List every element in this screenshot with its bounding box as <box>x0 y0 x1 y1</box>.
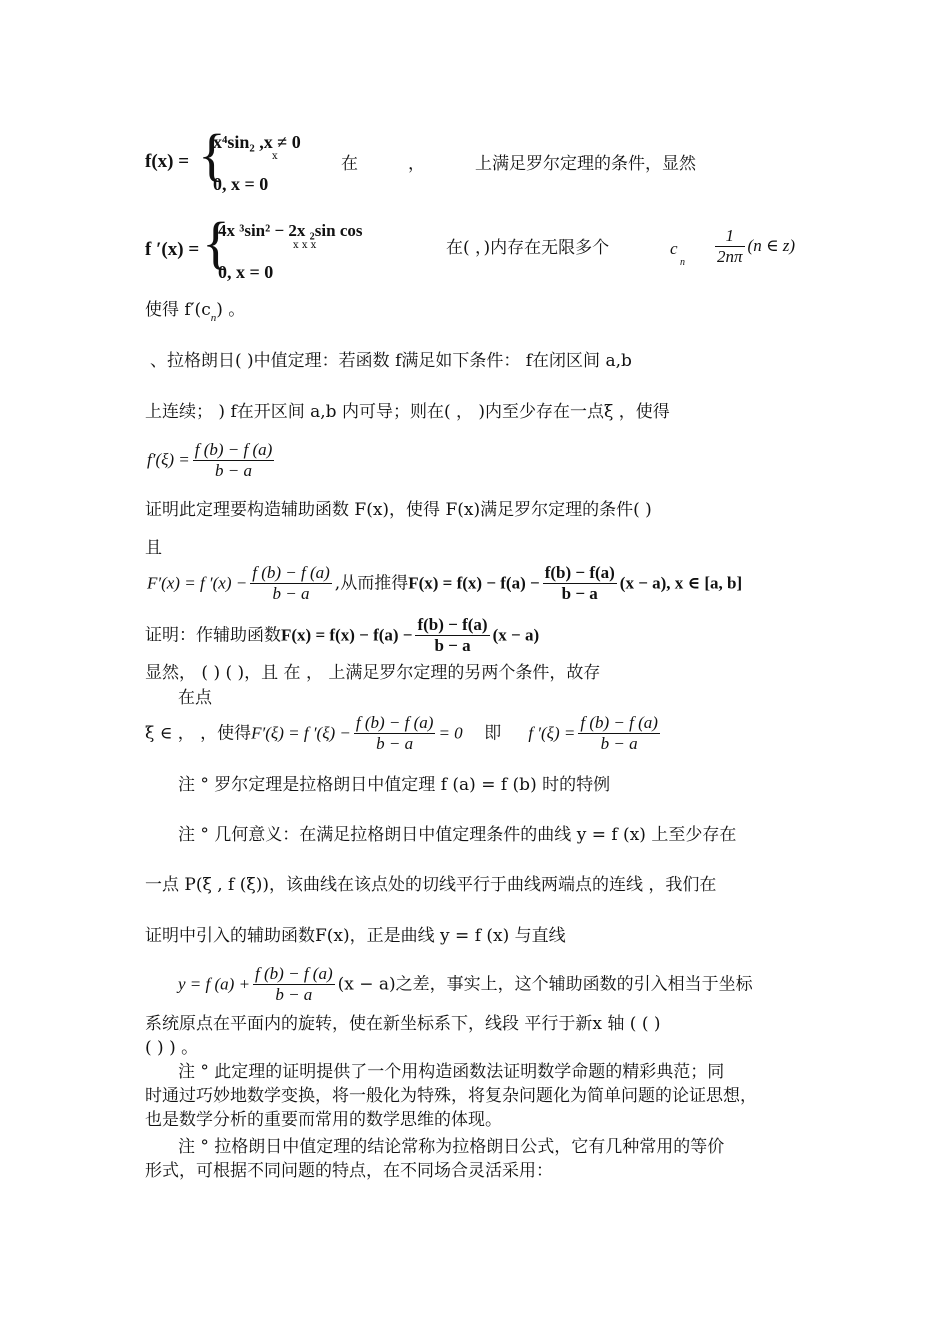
note2-line4-num: f (b) − f (a) <box>253 964 335 985</box>
eq2-cn: c <box>670 239 678 258</box>
note3-line3: 也是数学分析的重要而常用的数学思维的体现。 <box>145 1110 502 1130</box>
eq12-den: b − a <box>376 734 414 754</box>
eq10 <box>145 615 539 657</box>
eq6-den: b − a <box>215 461 253 481</box>
note3-line2: 时通过巧妙地数学变换，将一般化为特殊，将复杂问题化为简单问题的论证思想， <box>145 1086 757 1106</box>
note2-line4-lhs: y = f (a) + <box>178 974 251 994</box>
line3-text: 使得 f′(c <box>145 300 211 320</box>
eq1-case1: x⁴sin₂ ,x ≠ 0 <box>213 132 301 152</box>
eq1-case1-tiny: x <box>272 151 278 162</box>
line3 <box>145 300 246 324</box>
eq12-ji: 即 <box>484 723 502 744</box>
eq9-rhs-den: b − a <box>561 584 598 604</box>
eq12-num2: f (b) − f (a) <box>578 713 660 734</box>
eq2-frac-num: 1 <box>715 226 745 247</box>
note2-line2: 一点 P(ξ , f (ξ))，该曲线在该点处的切线平行于曲线两端点的连线 ，我们在 <box>145 875 717 895</box>
eq9-lhs: F′(x) = f ′(x) − <box>147 573 248 593</box>
eq1-case2: 0, x = 0 <box>213 174 269 194</box>
eq12 <box>145 713 663 755</box>
eq12-lhs2: f ′(ξ) = <box>528 723 576 743</box>
eq9-mid: ,从而推得 <box>334 573 409 594</box>
eq6-num: f (b) − f (a) <box>193 440 275 461</box>
eq1-lhs: f(x) = <box>145 151 190 172</box>
eq2-cn-sub: n <box>680 257 685 268</box>
eq9-rhs-lhs: F(x) = f(x) − f(a) − <box>408 573 540 593</box>
eq2-tail: 在( ，)内存在无限多个 <box>446 238 610 258</box>
eq9-den: b − a <box>272 584 310 604</box>
note2-line6: ( ) ) 。 <box>145 1038 199 1058</box>
eq10-num: f(b) − f(a) <box>415 615 489 636</box>
line4: 、拉格朗日( )中值定理：若函数 f满足如下条件： f在闭区间 a,b <box>150 351 632 371</box>
eq2-case1: 4x ³sin² − 2x ₂sin cos <box>218 221 363 240</box>
eq12-den2: b − a <box>600 734 638 754</box>
eq2-case2: 0, x = 0 <box>218 262 274 282</box>
line11: 显然， ( ) ( )，且 在 ， 上满足罗尔定理的另两个条件，故存 <box>145 663 601 683</box>
note2-line4-tail: (x − a)之差，事实上，这个辅助函数的引入相当于坐标 <box>337 974 753 995</box>
eq9-rhs-num: f(b) − f(a) <box>543 563 617 584</box>
eq12-eq: = 0 <box>438 723 463 743</box>
eq2-case1-tiny: x x x <box>293 240 317 251</box>
eq1-tail-b: ， <box>408 154 425 174</box>
eq10-tail: (x − a) <box>492 625 540 645</box>
eq10-den: b − a <box>434 636 471 656</box>
note2-line4-den: b − a <box>275 985 313 1005</box>
note4-line2: 形式，可根据不同问题的特点，在不同场合灵活采用： <box>145 1161 553 1181</box>
eq12-pre: ξ ∈ ， ，使得 <box>145 723 252 744</box>
eq2-cond: (n ∈ z) <box>747 235 796 255</box>
eq1-tail-c: 上满足罗尔定理的条件，显然 <box>475 154 696 174</box>
note2-line3: 证明中引入的辅助函数F(x)，正是曲线 y = f (x) 与直线 <box>145 926 566 946</box>
line7: 证明此定理要构造辅助函数 F(x)，使得 F(x)满足罗尔定理的条件( ) <box>145 500 652 520</box>
eq2-lhs: f ′(x) = <box>145 239 200 260</box>
line5: 上连续； ) f在开区间 a,b 内可导；则在( ， )内至少存在一点ξ ，使得 <box>145 402 670 422</box>
note3-line1: 注 ° 此定理的证明提供了一个用构造函数法证明数学命题的精彩典范；同 <box>178 1062 725 1082</box>
eq10-lhs: F(x) = f(x) − f(a) − <box>281 625 413 645</box>
eq10-label: 证明：作辅助函数 <box>145 625 281 646</box>
eq2-brace: { <box>202 210 230 275</box>
eq12-num: f (b) − f (a) <box>354 713 436 734</box>
line8: 且 <box>145 538 162 558</box>
eq12-lhs: F′(ξ) = f ′(ξ) − <box>251 723 351 743</box>
eq2-frac-den: 2nπ <box>717 247 743 267</box>
eq9-rhs-tail: (x − a), x ∈ [a, b] <box>619 573 743 593</box>
eq6-lhs: f′(ξ) = <box>147 449 190 469</box>
eq9-num: f (b) − f (a) <box>250 563 332 584</box>
line3-end: ) 。 <box>216 300 246 320</box>
note4-line1: 注 ° 拉格朗日中值定理的结论常称为拉格朗日公式，它有几种常用的等价 <box>178 1137 725 1157</box>
note2-line1: 注 ° 几何意义：在满足拉格朗日中值定理条件的曲线 y = f (x) 上至少存在 <box>178 825 737 845</box>
note2-line5: 系统原点在平面内的旋转，使在新坐标系下，线段 平行于新x 轴 ( ( ) <box>145 1014 661 1034</box>
line3-sub: n <box>210 312 217 324</box>
eq1-brace: { <box>198 122 226 187</box>
line11b: 在点 <box>178 688 212 708</box>
note2-line4 <box>178 964 753 1006</box>
eq2-frac <box>712 226 795 268</box>
note1: 注 ° 罗尔定理是拉格朗日中值定理 f (a) = f (b) 时的特例 <box>178 775 611 795</box>
eq6 <box>147 440 277 482</box>
eq1-tail-a: 在 <box>341 154 358 174</box>
eq9 <box>147 563 742 605</box>
